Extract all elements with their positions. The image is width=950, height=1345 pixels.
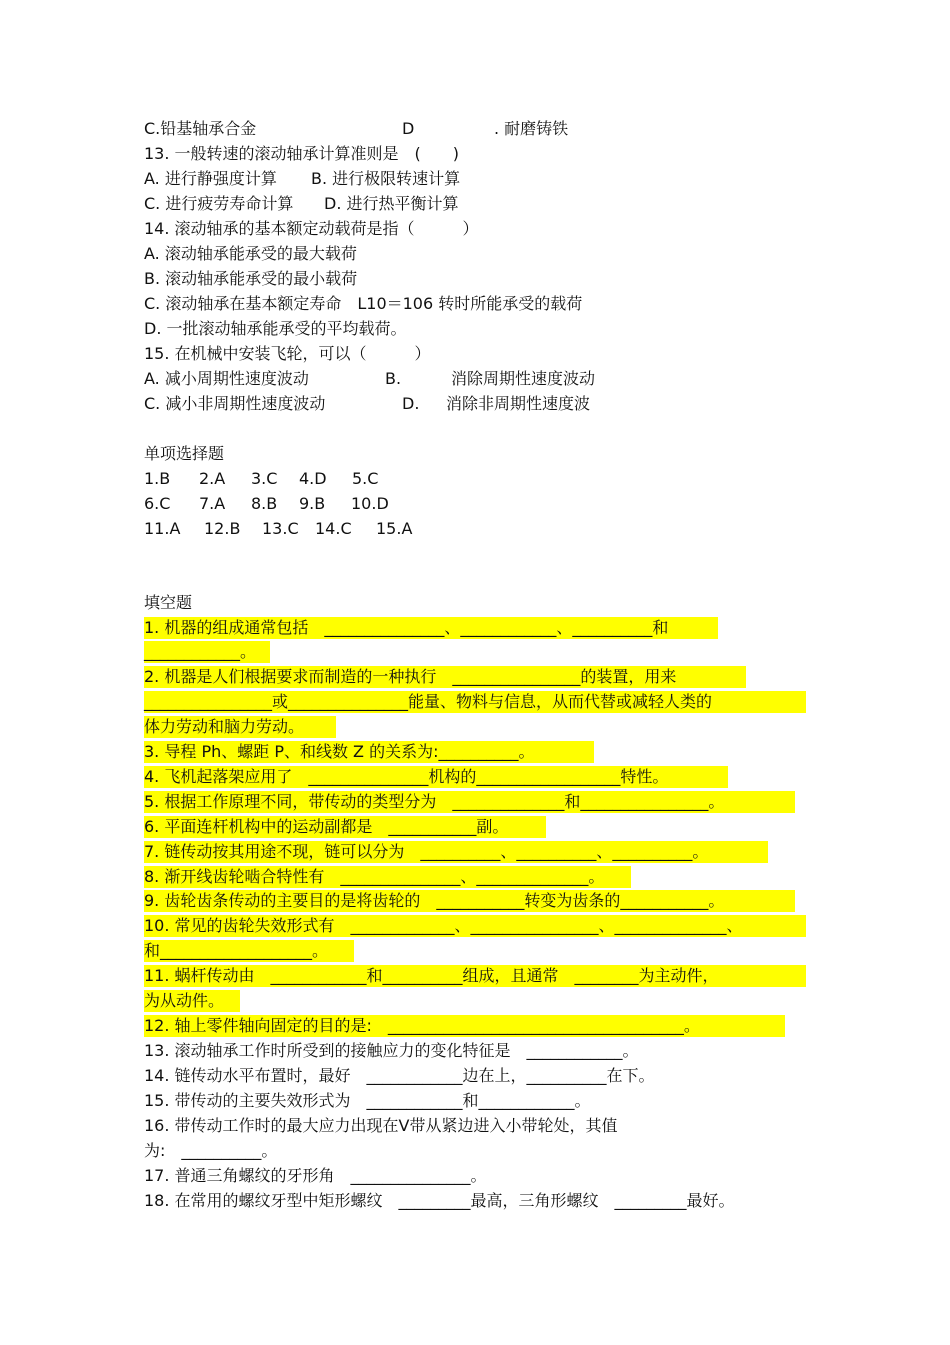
question-15-stem: 15. 在机械中安装飞轮，可以（ ） [144,344,431,363]
answer-item: 6.C [144,494,171,513]
highlighted-text: 11. 蜗杆传动由 ____________和__________组成，且通常 ________为主动件， [144,965,806,987]
answers-row-2 [144,493,389,515]
fill-line-23: 17. 普通三角螺纹的牙形角 _______________。 [144,1166,487,1185]
answer-item: 7.A [199,494,226,513]
fill-line-19: 14. 链传动水平布置时，最好 ____________边在上，__________在下。 [144,1066,655,1085]
question-15-options-ab [144,368,596,390]
highlighted-text: 为从动件。 [144,990,240,1012]
question-14-option-d: D. 一批滚动轴承能承受的平均载荷。 [144,319,407,338]
question-14-option-c: C. 滚动轴承在基本额定寿命 L10＝106 转时所能承受的载荷 [144,294,583,313]
answer-item: 13.C [262,519,299,538]
answer-item: 1.B [144,469,171,488]
fill-line-14 [144,940,354,962]
fill-line-16 [144,990,240,1012]
question-15-options-cd [144,393,591,415]
highlighted-text: 7. 链传动按其用途不现，链可以分为 __________、__________、__________。 [144,841,768,863]
answer-item: 8.B [251,494,278,513]
highlighted-text: 1. 机器的组成通常包括 _______________、____________、__________和 [144,617,718,639]
fill-line-9 [144,816,546,838]
fill-line-22: 为: __________。 [144,1141,278,1160]
option-b-letter: B. [385,369,402,388]
option-d: D. 进行热平衡计算 [324,194,459,213]
fill-line-10 [144,841,768,863]
answer-item: 10.D [351,494,389,513]
fill-line-2 [144,641,270,663]
answer-item: 14.C [315,519,352,538]
fill-line-4 [144,691,806,713]
option-row-cd-q12 [144,118,569,140]
fill-line-17 [144,1015,785,1037]
fill-line-8 [144,791,795,813]
highlighted-text: ____________。 [144,641,270,663]
highlighted-text: 3. 导程 Ph、螺距 P、和线数 Z 的关系为:__________。 [144,741,594,763]
highlighted-text: 和___________________。 [144,940,354,962]
answer-item: 2.A [199,469,226,488]
answer-item: 15.A [376,519,413,538]
option-a: A. 进行静强度计算 [144,169,277,188]
highlighted-text: 2. 机器是人们根据要求而制造的一种执行 ________________的装置，用来 [144,666,746,688]
option-c: C. 进行疲劳寿命计算 [144,194,294,213]
option-c: C. 减小非周期性速度波动 [144,394,326,413]
fill-line-20: 15. 带传动的主要失效形式为 ____________和____________。 [144,1091,591,1110]
fill-line-12 [144,890,795,912]
answer-item: 12.B [204,519,241,538]
option-a: A. 减小周期性速度波动 [144,369,309,388]
option-d-letter: D [402,119,415,138]
fill-line-1 [144,617,718,639]
highlighted-text: 8. 渐开线齿轮啮合特性有 _______________、______________。 [144,866,631,888]
fill-line-24: 18. 在常用的螺纹牙型中矩形螺纹 _________最高，三角形螺纹 _________最好。 [144,1191,735,1210]
highlighted-text: ________________或_______________能量、物料与信息，从而代替或减轻人类的 [144,691,806,713]
fill-line-3 [144,666,746,688]
answers-row-3 [144,518,413,540]
fill-line-21: 16. 带传动工作时的最大应力出现在Ⅴ带从紧边进入小带轮处，其值 [144,1116,618,1135]
highlighted-text: 12. 轴上零件轴向固定的目的是: _____________________________________。 [144,1015,785,1037]
fill-line-11 [144,866,631,888]
highlighted-text: 4. 飞机起落架应用了 _______________机构的__________________特性。 [144,766,728,788]
fill-title: 填空题 [144,593,193,612]
fill-line-5 [144,716,336,738]
highlighted-text: 9. 齿轮齿条传动的主要目的是将齿轮的 ___________转变为齿条的___________。 [144,890,795,912]
option-d-letter: D. [402,394,420,413]
question-13-options-ab [144,168,461,190]
option-d-text: 消除非周期性速度波 [446,394,591,413]
answers-row-1 [144,468,379,490]
answers-title: 单项选择题 [144,444,225,463]
fill-line-18: 13. 滚动轴承工作时所受到的接触应力的变化特征是 ____________。 [144,1041,639,1060]
answer-item: 9.B [299,494,326,513]
answer-item: 11.A [144,519,181,538]
highlighted-text: 5. 根据工作原理不同，带传动的类型分为 ______________和________________。 [144,791,795,813]
answer-item: 3.C [251,469,278,488]
highlighted-text: 10. 常见的齿轮失效形式有 _____________、________________、______________、 [144,915,806,937]
answer-item: 5.C [352,469,379,488]
highlighted-text: 体力劳动和脑力劳动。 [144,716,336,738]
answer-item: 4.D [299,469,327,488]
option-b-text: 消除周期性速度波动 [451,369,596,388]
question-14-option-a: A. 滚动轴承能承受的最大载荷 [144,244,357,263]
option-d-text: . 耐磨铸铁 [494,119,569,138]
question-14-option-b: B. 滚动轴承能承受的最小载荷 [144,269,358,288]
option-b: B. 进行极限转速计算 [311,169,461,188]
fill-line-13 [144,915,806,937]
question-13-options-cd [144,193,459,215]
fill-line-15 [144,965,806,987]
option-c: C.铅基轴承合金 [144,119,257,138]
highlighted-text: 6. 平面连杆机构中的运动副都是 ___________副。 [144,816,546,838]
question-13-stem: 13. 一般转速的滚动轴承计算准则是 ( ) [144,144,460,163]
fill-line-7 [144,766,728,788]
question-14-stem: 14. 滚动轴承的基本额定动载荷是指（ ） [144,219,479,238]
fill-line-6 [144,741,594,763]
